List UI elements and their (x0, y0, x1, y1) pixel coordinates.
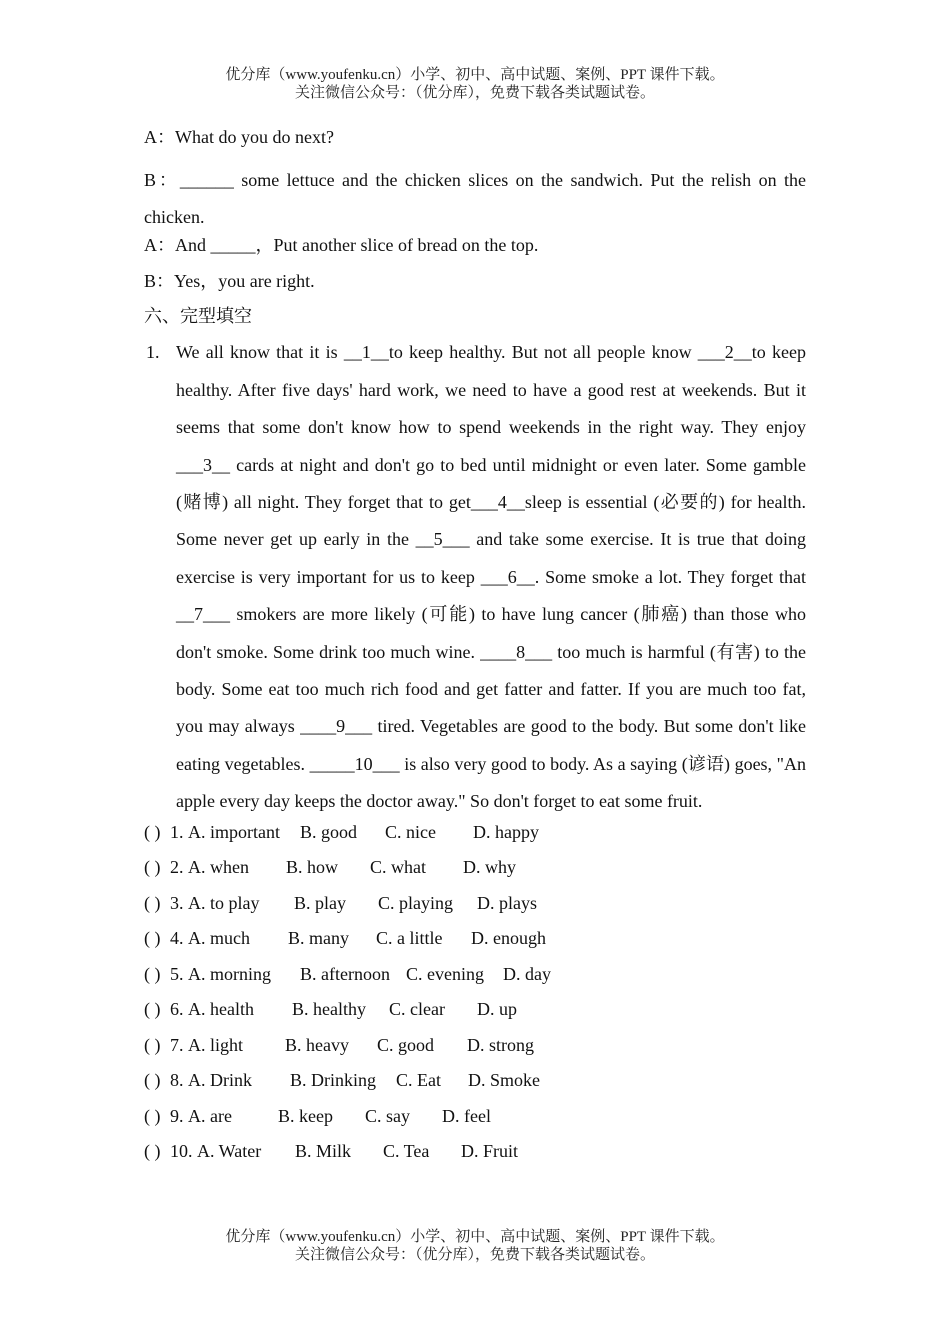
option-d: D. day (503, 963, 551, 984)
answer-blank[interactable]: ( ) (144, 1105, 161, 1126)
question-number: 1. (170, 821, 184, 842)
question-row (144, 963, 806, 999)
dialogue-line (144, 162, 806, 237)
header-line-2: 关注微信公众号：（优分库），免费下载各类试题试卷。 (294, 85, 655, 101)
option-d: D. plays (477, 892, 537, 913)
answer-blank[interactable]: ( ) (144, 1141, 161, 1162)
question-number: 10. (170, 1141, 193, 1162)
option-a: A. morning (188, 963, 271, 984)
option-b: B. play (294, 892, 346, 913)
option-c: C. Tea (383, 1141, 430, 1162)
option-b: B. keep (278, 1105, 333, 1126)
dialogue-line (144, 126, 806, 162)
option-a: A. when (188, 857, 249, 878)
option-c: C. evening (406, 963, 484, 984)
option-b: B. good (300, 821, 358, 842)
dialogue-speaker: A： (144, 235, 175, 256)
option-d: D. up (477, 999, 517, 1020)
option-c: C. good (377, 1034, 435, 1055)
footer-line-2: 关注微信公众号：（优分库），免费下载各类试题试卷。 (294, 1247, 655, 1263)
option-c: C. clear (389, 999, 445, 1020)
answer-blank[interactable]: ( ) (144, 821, 161, 842)
dialogue-text: What do you do next? (175, 127, 334, 147)
question-number: 6. (170, 999, 184, 1020)
option-c: C. what (370, 857, 426, 878)
question-row (144, 1034, 806, 1070)
cloze-passage (144, 334, 806, 820)
document-body (144, 126, 806, 1176)
option-a: A. much (188, 928, 250, 949)
section-title: 六、完型填空 (144, 306, 252, 327)
dialogue-line (144, 270, 806, 306)
option-a: A. Drink (188, 1070, 252, 1091)
dialogue-speaker: B： (144, 270, 175, 291)
question-row (144, 1105, 806, 1141)
option-d: D. feel (442, 1105, 491, 1126)
question-row (144, 1069, 806, 1105)
question-number: 2. (170, 857, 184, 878)
option-d: D. strong (467, 1034, 534, 1055)
option-a: A. important (188, 821, 280, 842)
page-header (0, 66, 950, 102)
question-row (144, 856, 806, 892)
question-number: 4. (170, 928, 184, 949)
footer-line-1: 优分库（www.youfenku.cn）小学、初中、高中试题、案例、PPT 课件下载。 (225, 1229, 725, 1245)
option-a: A. health (188, 999, 254, 1020)
option-b: B. healthy (292, 999, 366, 1020)
option-c: C. a little (376, 928, 443, 949)
question-row (144, 821, 806, 857)
dialogue-text: And _____，Put another slice of bread on the top. (175, 235, 539, 256)
answer-blank[interactable]: ( ) (144, 999, 161, 1020)
option-d: D. why (463, 857, 516, 878)
question-row (144, 998, 806, 1034)
question-number: 9. (170, 1105, 184, 1126)
option-b: B. many (288, 928, 349, 949)
option-b: B. Drinking (290, 1070, 377, 1091)
dialogue-text: ______ some lettuce and the chicken slices on the sandwich. Put the relish on the chicken. (144, 169, 806, 227)
option-c: C. Eat (396, 1070, 441, 1091)
option-a: A. light (188, 1034, 244, 1055)
question-row (144, 927, 806, 963)
answer-blank[interactable]: ( ) (144, 892, 161, 913)
dialogue-line (144, 234, 806, 270)
dialogue-text: Yes，you are right. (174, 270, 315, 291)
option-b: B. how (286, 857, 339, 878)
page-footer (0, 1228, 950, 1264)
question-number: 7. (170, 1034, 184, 1055)
answer-blank[interactable]: ( ) (144, 1070, 161, 1091)
option-a: A. Water (197, 1141, 262, 1162)
question-row (144, 892, 806, 928)
option-c: C. nice (385, 821, 436, 842)
option-d: D. Fruit (461, 1141, 519, 1162)
option-c: C. say (365, 1105, 410, 1126)
option-a: A. to play (188, 892, 260, 913)
question-list (144, 821, 806, 1176)
option-d: D. happy (473, 821, 539, 842)
answer-blank[interactable]: ( ) (144, 1034, 161, 1055)
passage-text: We all know that it is __1__to keep healthy. But not all people know ___2__to keep healthy. After five days' hard work, we need to have a good rest at weekends. But it seems that some don't know how to spend weekends in the right way. They enjoy ___3__ cards at night and don't go to bed until midnight or even later. Some gamble (赌博) all night. They forget that to get___4__sleep is essential (必要的) for health. Some never get up early in the __5___ and take some exercise. It is true that doing exercise is very important for us to keep ___6__. Some smoke a lot. They forget that __7___ smokers are more likely (可能) to have lung cancer (肺癌) than those who don't smoke. Some drink too much wine. ____8___ too much is harmful (有害) to the body. Some eat too much rich food and get fatter and fatter. If you are much too fat, you may always ____9___ tired. Vegetables are good to the body. But some don't like eating vegetables. _____10___ is also very good to body. As a saying (谚语) goes, "An apple every day keeps the doctor away." So don't forget to eat some fruit. (176, 342, 806, 812)
answer-blank[interactable]: ( ) (144, 857, 161, 878)
option-a: A. are (188, 1105, 232, 1126)
option-b: B. afternoon (300, 963, 390, 984)
question-number: 5. (170, 963, 184, 984)
question-number: 8. (170, 1070, 184, 1091)
option-b: B. heavy (285, 1034, 349, 1055)
answer-blank[interactable]: ( ) (144, 963, 161, 984)
option-d: D. Smoke (468, 1070, 540, 1091)
answer-blank[interactable]: ( ) (144, 928, 161, 949)
dialogue-speaker: B： (144, 169, 180, 190)
question-number: 3. (170, 892, 184, 913)
option-c: C. playing (378, 892, 453, 913)
dialogue-speaker: A： (144, 127, 175, 147)
header-line-1: 优分库（www.youfenku.cn）小学、初中、高中试题、案例、PPT 课件下载。 (225, 67, 725, 83)
option-d: D. enough (471, 928, 546, 949)
option-b: B. Milk (295, 1141, 352, 1162)
passage-number: 1. (146, 342, 160, 363)
question-row (144, 1140, 806, 1176)
